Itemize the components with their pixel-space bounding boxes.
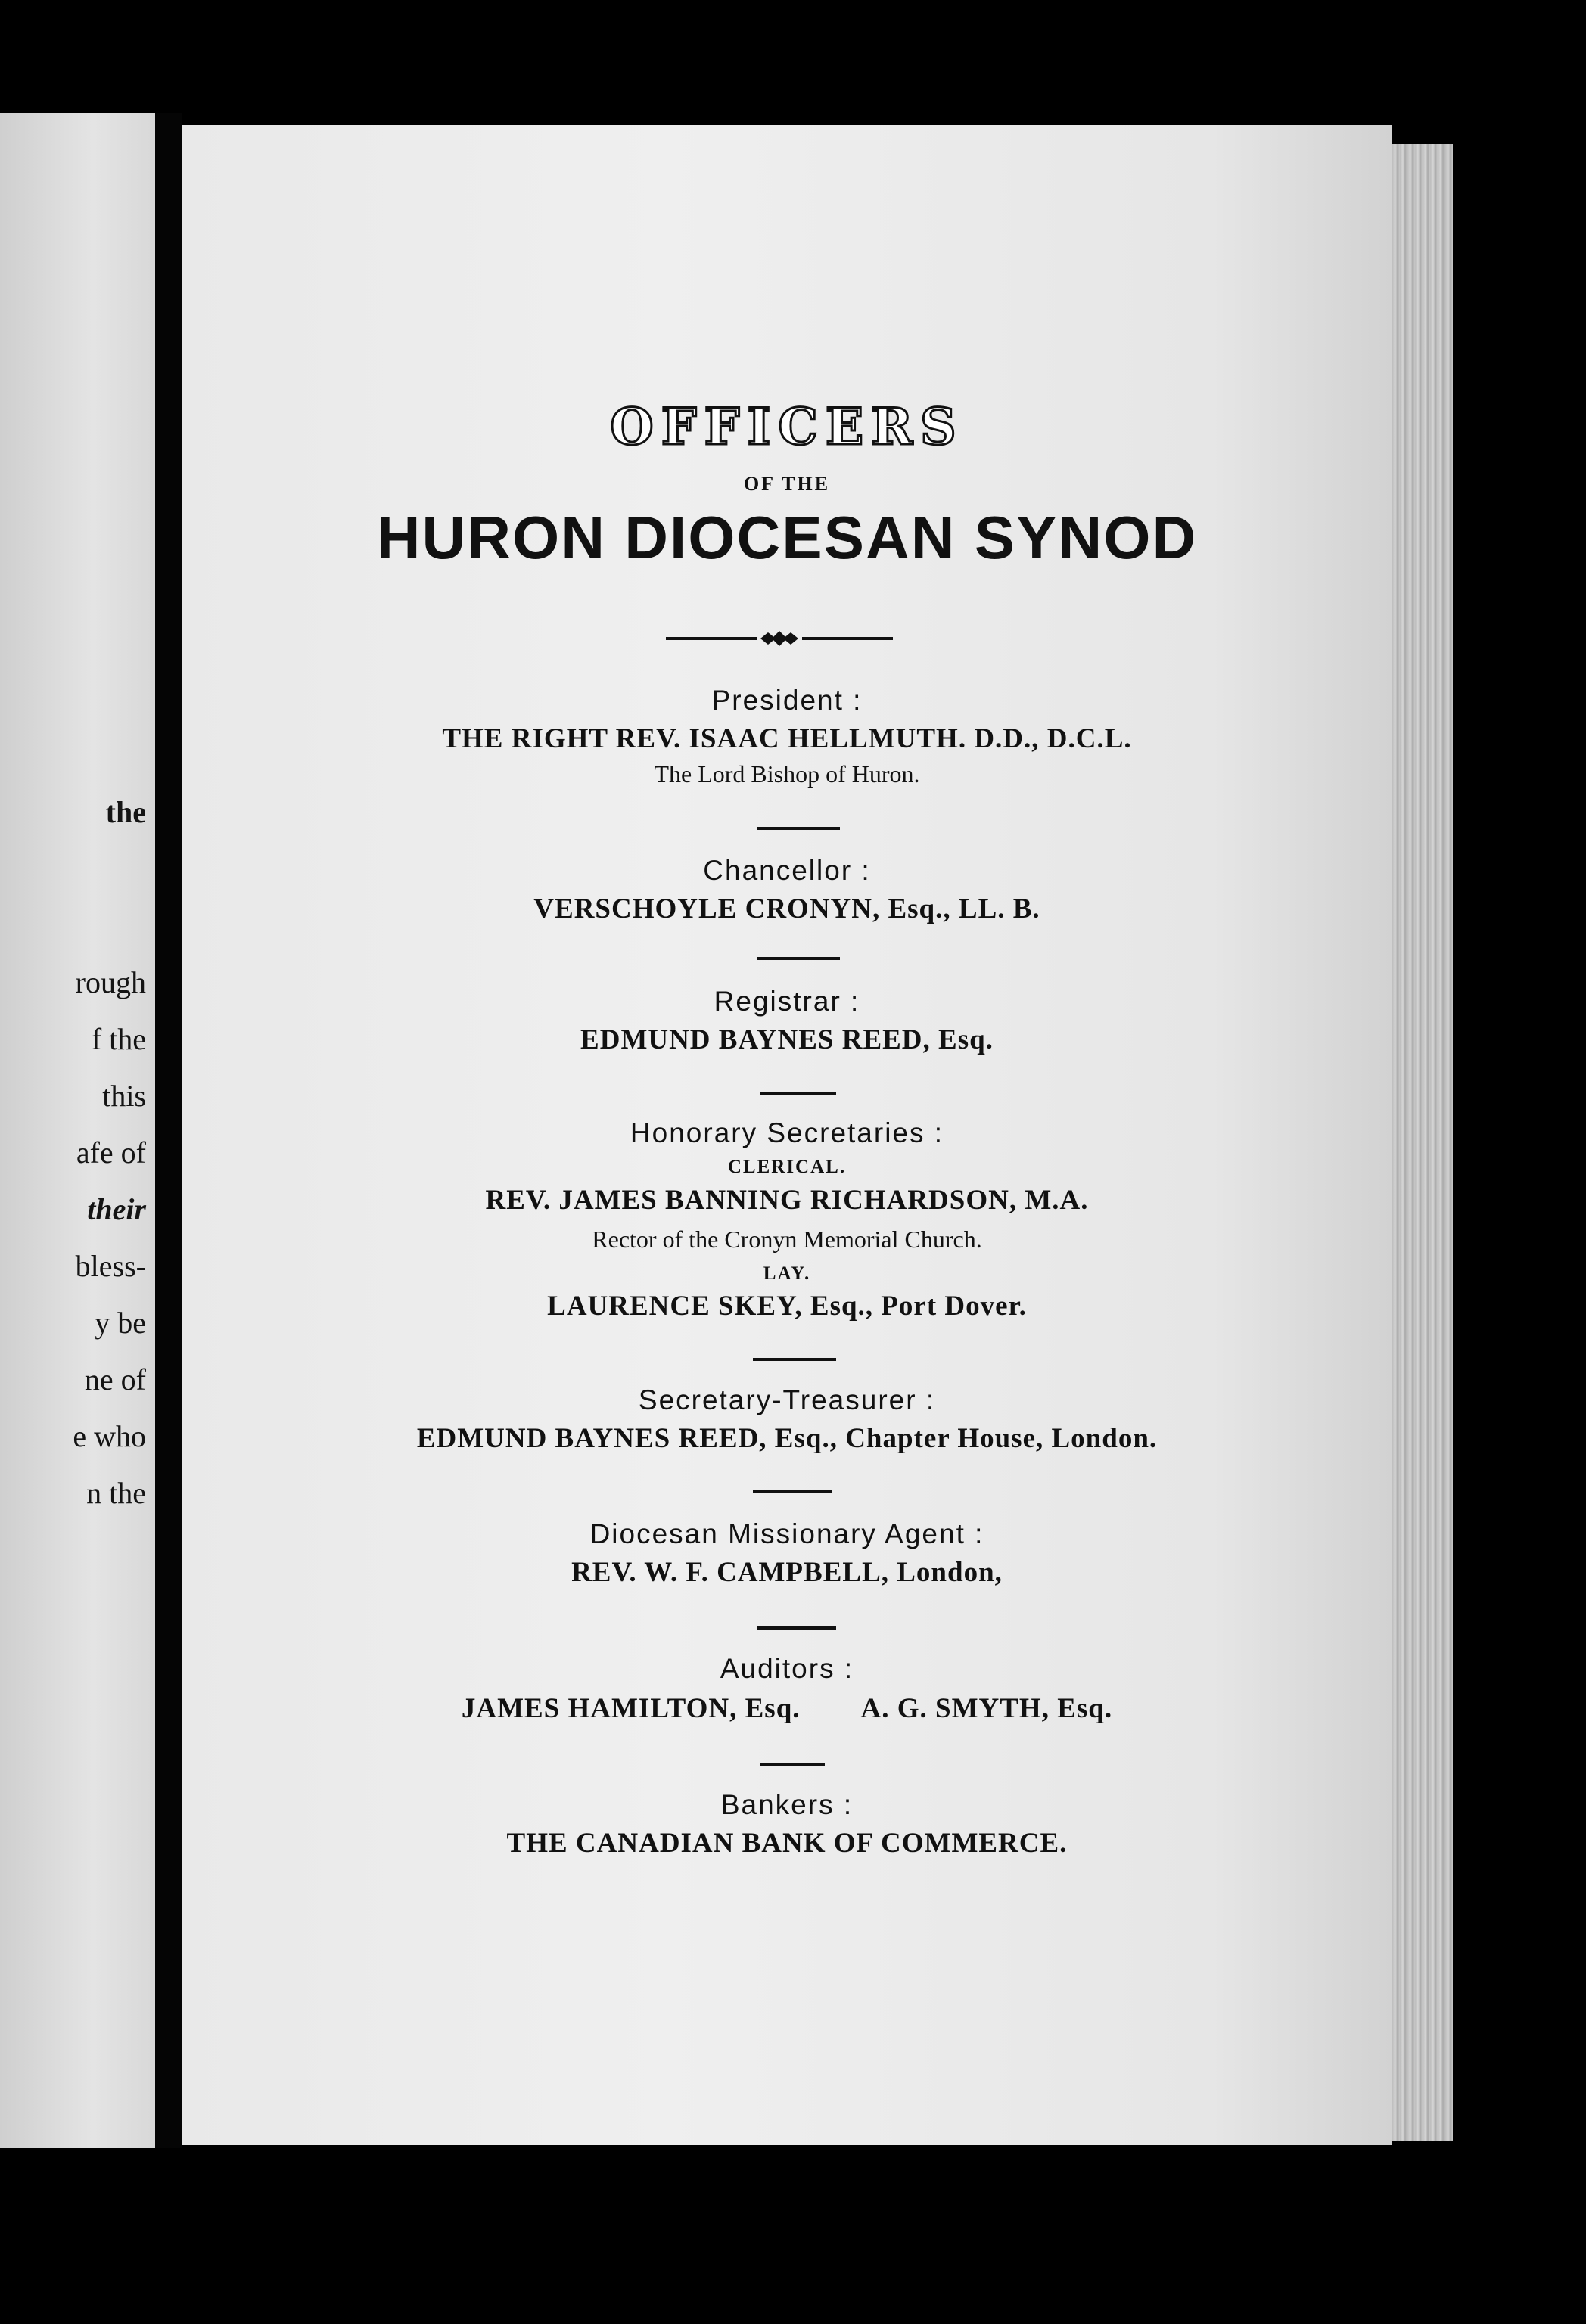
section-divider xyxy=(760,1092,836,1095)
ornament-divider-icon xyxy=(666,627,893,650)
section-divider xyxy=(757,1626,836,1630)
clerical-secretary-name: REV. JAMES BANNING RICHARDSON, M.A. xyxy=(485,1185,1089,1216)
title-connector: OF THE xyxy=(743,473,831,495)
lay-label: LAY. xyxy=(763,1263,811,1284)
left-page-fragment: their xyxy=(87,1192,146,1226)
section-divider xyxy=(757,827,840,830)
missionary-role: Diocesan Missionary Agent : xyxy=(589,1518,984,1549)
president-note: The Lord Bishop of Huron. xyxy=(654,760,920,788)
president-name: THE RIGHT REV. ISAAC HELLMUTH. D.D., D.C.L. xyxy=(442,723,1132,754)
missionary-name: REV. W. F. CAMPBELL, London, xyxy=(571,1557,1003,1588)
section-divider xyxy=(757,957,840,960)
bankers-name: THE CANADIAN BANK OF COMMERCE. xyxy=(506,1828,1068,1859)
left-page-fragment: this xyxy=(102,1079,146,1113)
organization-name: HURON DIOCESAN SYNOD xyxy=(376,504,1198,571)
auditor-name: A. G. SMYTH, Esq. xyxy=(860,1693,1113,1724)
left-page-fragment: f the xyxy=(91,1022,146,1056)
left-page-fragment: n the xyxy=(86,1476,146,1510)
chancellor-name: VERSCHOYLE CRONYN, Esq., LL. B. xyxy=(533,893,1040,924)
auditors-names xyxy=(182,1692,1392,1725)
registrar-role: Registrar : xyxy=(714,986,860,1017)
bankers-role: Bankers : xyxy=(720,1789,854,1820)
book-gutter xyxy=(155,113,182,2148)
lay-secretary-name: LAURENCE SKEY, Esq., Port Dover. xyxy=(547,1291,1027,1322)
section-divider xyxy=(753,1358,836,1361)
auditors-role: Auditors : xyxy=(720,1653,854,1684)
treasurer-name: EDMUND BAYNES REED, Esq., Chapter House, London. xyxy=(416,1423,1158,1454)
page-title: OFFICERS xyxy=(610,397,964,456)
left-page-fragment: bless- xyxy=(75,1249,146,1283)
section-divider xyxy=(760,1763,825,1766)
left-page-fragment: ne of xyxy=(84,1362,146,1397)
chancellor-role: Chancellor : xyxy=(703,855,871,886)
president-role: President : xyxy=(711,685,863,716)
section-divider xyxy=(753,1490,832,1493)
auditor-name: JAMES HAMILTON, Esq. xyxy=(461,1693,801,1724)
treasurer-role: Secretary-Treasurer : xyxy=(638,1384,936,1415)
previous-page xyxy=(0,113,155,2148)
secretaries-role: Honorary Secretaries : xyxy=(630,1117,944,1148)
left-page-fragment: rough xyxy=(75,965,146,999)
registrar-name: EDMUND BAYNES REED, Esq. xyxy=(580,1024,994,1055)
document-page xyxy=(182,125,1392,2145)
clerical-label: CLERICAL. xyxy=(727,1157,847,1177)
left-page-fragment: e who xyxy=(73,1419,146,1453)
page-content xyxy=(182,125,1392,2145)
page-stack-edge xyxy=(1392,144,1453,2141)
left-page-fragment: y be xyxy=(95,1306,146,1340)
left-page-fragment: afe of xyxy=(76,1136,146,1170)
clerical-secretary-note: Rector of the Cronyn Memorial Church. xyxy=(592,1226,982,1253)
left-page-fragment: the xyxy=(105,795,146,829)
